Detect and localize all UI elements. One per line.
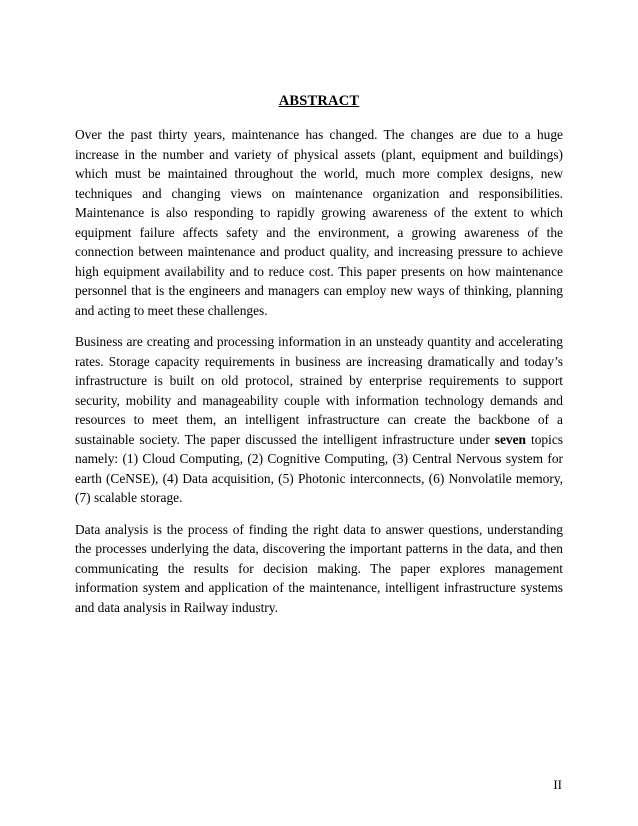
paragraph-infrastructure-text-start: Business are creating and processing information in an unsteady quantity and accelerating rates. Storage capacity requirements in business are increasing dramatically and today’s infrastructure is built on old protocol, strained by enterprise requirements to support security, mobility and manageability couple with information technology demands and resources to meet them, an intelligent infrastructure can create the backbone of a sustainable society. The paper discussed the intelligent infrastructure under [75,334,563,447]
abstract-body [75,125,563,629]
emphasis-seven: seven [494,431,526,447]
paragraph-data-analysis: Data analysis is the process of finding the right data to answer questions, understanding the processes underlying the data, discovering the important patterns in the data, and then communicating the results for decision making. The paper explores management information system and application of the maintenance, intelligent infrastructure systems and data analysis in Railway industry. [75,521,563,615]
paragraph-maintenance: Over the past thirty years, maintenance has changed. The changes are due to a huge increase in the number and variety of physical assets (plant, equipment and buildings) which must be maintained throughout the world, much more complex designs, new techniques and changing views on maintenance organization and responsibilities. Maintenance is also responding to rapidly growing awareness of the extent to which equipment failure affects safety and the environment, a growing awareness of the connection between maintenance and product quality, and increasing pressure to achieve high equipment availability and to reduce cost. This paper presents on how maintenance personnel that is the engineers and managers can employ new ways of thinking, planning and acting to meet these challenges. [75,127,563,318]
page-number: II [553,777,562,792]
paragraph-infrastructure-text-end: topics namely: (1) Cloud Computing, (2) Cognitive Computing, (3) Central Nervous system for earth (CeNSE), (4) Data acquisition, (5) Photonic interconnects, (6) Nonvolatile memory, (7) scalable storage. [75,431,563,505]
paragraph-infrastructure [75,332,563,508]
abstract-heading: ABSTRACT [278,93,360,109]
